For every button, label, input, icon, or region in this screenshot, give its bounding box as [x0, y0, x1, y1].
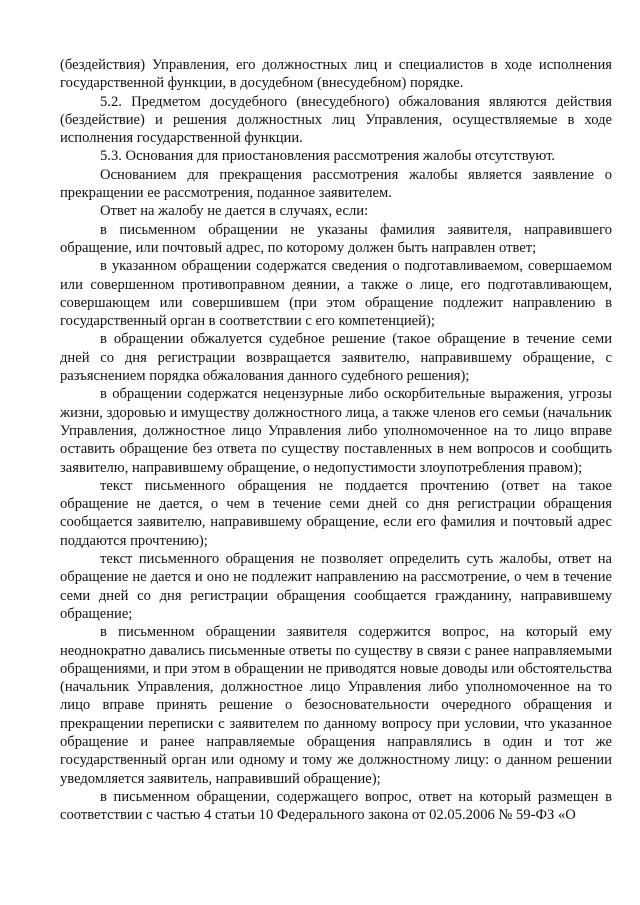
paragraph-continuation: (бездействия) Управления, его должностных лиц и специалистов в ходе исполнения государственной функции, в досудебном (внесудебном) порядке.: [60, 57, 612, 92]
list-item-no-surname: в письменном обращении не указаны фамилия заявителя, направившего обращение, или почтовый адрес, по которому должен быть направлен ответ;: [60, 221, 612, 256]
list-item-repeated-question: в письменном обращении заявителя содержится вопрос, на который ему неоднократно давались письменные ответы по существу в связи с ранее направляемыми обращениями, и при этом в обращении не приводятся новые доводы или обстоятельства (начальник Управления, должностное лицо Управления либо уполномоченное на то лицо вправе принять решение о безосновательности очередного обращения и прекращении переписки с заявителем по данному вопросу при условии, что указанное обращение и ранее направляемые обращения направлялись в один и тот же государственный орган или одному и тому же должностному лицу: о данном решении уведомляется заявитель, направивший обращение);: [60, 624, 612, 787]
list-item-published-answer: в письменном обращении, содержащего вопрос, ответ на который размещен в соответствии с частью 4 статьи 10 Федерального закона от 02.05.2006 № 59-ФЗ «О: [60, 788, 612, 824]
paragraph-no-answer-intro: Ответ на жалобу не дается в случаях, если:: [100, 203, 369, 220]
paragraph-termination-basis: Основанием для прекращения рассмотрения жалобы является заявление о прекращении ее рассмотрения, поданное заявителем.: [60, 166, 612, 202]
paragraph-5-2: 5.2. Предметом досудебного (внесудебного) обжалования являются действия (бездействие) и решения должностных лиц Управления, осуществляемые в ходе исполнения государственной функции.: [60, 93, 612, 147]
document-page: [60, 56, 612, 824]
list-item-unlawful-act: в указанном обращении содержатся сведения о подготавливаемом, совершаемом или совершенном противоправном деянии, а также о лице, его подготавливающем, совершающем или совершившем (при этом обращение подлежит направлению в государственный орган в соответствии с его компетенцией);: [60, 258, 612, 330]
list-item-court-decision: в обращении обжалуется судебное решение (такое обращение в течение семи дней со дня регистрации возвращается заявителю, направившему обращение, с разъяснением порядка обжалования данного судебного решения);: [60, 331, 612, 385]
paragraph-5-3: 5.3. Основания для приостановления рассмотрения жалобы отсутствуют.: [100, 148, 556, 165]
list-item-unreadable-text: текст письменного обращения не поддается прочтению (ответ на такое обращение не дается, о чем в течение семи дней со дня регистрации обращения сообщается заявителю, направившему обращение, если его фамилия и почтовый адрес поддаются прочтению);: [60, 477, 612, 549]
list-item-unclear-essence: текст письменного обращения не позволяет определить суть жалобы, ответ на обращение не дается и оно не подлежит направлению на рассмотрение, о чем в течение семи дней со дня регистрации обращения сообщается гражданину, направившему обращение;: [60, 551, 612, 622]
list-item-obscene-language: в обращении содержатся нецензурные либо оскорбительные выражения, угрозы жизни, здоровью и имуществу должностного лица, а также членов его семьи (начальник Управления, должностное лицо Управления либо уполномоченное на то лицо вправе оставить обращение без ответа по существу поставленных в нем вопросов и сообщить заявителю, направившему обращение, о недопустимости злоупотребления правом);: [60, 386, 612, 476]
